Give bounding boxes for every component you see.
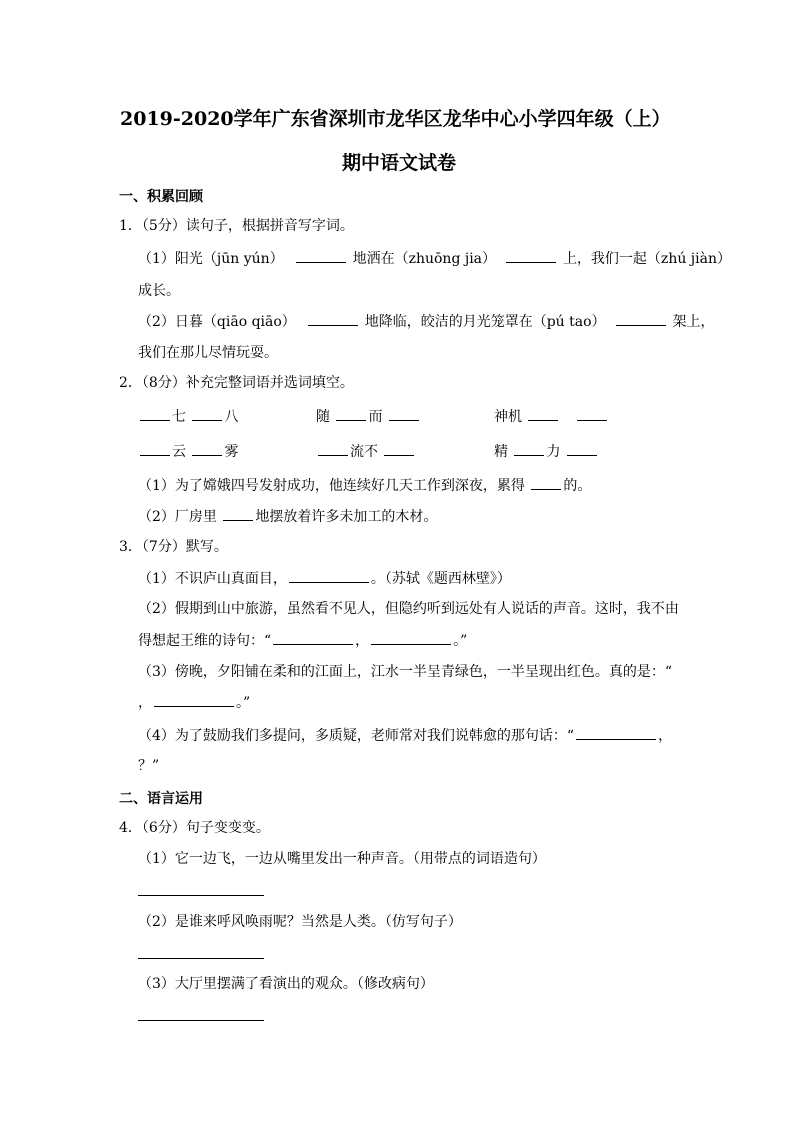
answer-blank[interactable] <box>528 406 558 421</box>
answer-blank[interactable] <box>192 441 222 456</box>
idiom-char: 八 <box>224 409 239 425</box>
answer-blank[interactable] <box>371 630 451 645</box>
answer-blank[interactable] <box>576 725 656 740</box>
idiom-1 <box>138 406 238 427</box>
answer-blank[interactable] <box>567 441 597 456</box>
question-2-header: 2．（8分）补充完整词语并选词填空。 <box>119 375 354 391</box>
question-1-part-1 <box>138 248 731 269</box>
idiom-char: 神机 <box>494 409 522 425</box>
q3-p3-text-b: ， <box>138 695 152 711</box>
answer-line[interactable] <box>138 958 264 959</box>
idiom-4 <box>138 441 238 462</box>
idiom-6 <box>494 441 599 462</box>
idiom-5 <box>316 441 416 462</box>
idiom-char: 精 <box>494 444 508 460</box>
q2-s1-text-b: 的。 <box>563 478 592 494</box>
q1-p1-text-c: 上，我们一起（zhú jiàn） <box>562 251 731 267</box>
question-1-part-2 <box>138 311 714 332</box>
answer-blank[interactable] <box>384 441 414 456</box>
answer-blank[interactable] <box>318 441 348 456</box>
q3-part-1 <box>138 568 511 589</box>
q2-sentence-2 <box>138 506 437 527</box>
section-heading-1: 一、积累回顾 <box>119 189 203 205</box>
q2-s2-text-b: 地摆放着许多未加工的木材。 <box>255 509 438 525</box>
q1-p2-text-b: 地降临，皎洁的月光笼罩在（pú tao） <box>364 314 606 330</box>
q1-p1-text-b: 地洒在（zhuōng jia） <box>352 251 497 267</box>
q3-p1-text-b: 。（苏轼《题西林壁》） <box>370 571 511 587</box>
idiom-char: 雾 <box>224 444 239 460</box>
answer-blank[interactable] <box>336 406 366 421</box>
idiom-char: 七 <box>172 409 186 425</box>
answer-blank[interactable] <box>289 568 369 583</box>
q3-p3-text-c: 。” <box>236 695 251 711</box>
q3-p2-text-c: ， <box>355 633 370 649</box>
q4-part-2: （2）是谁来呼风唤雨呢？当然是人类。（仿写句子） <box>138 914 462 930</box>
answer-blank[interactable] <box>506 248 556 263</box>
q1-p1-text-a: （1）阳光（jūn yún） <box>138 251 284 267</box>
idiom-char: 流不 <box>350 444 378 460</box>
q3-p2-text-d: 。” <box>453 633 468 649</box>
q3-p1-text-a: （1）不识庐山真面目， <box>138 571 287 587</box>
answer-blank[interactable] <box>154 692 234 707</box>
q3-p4-text-a: （4）为了鼓励我们多提问，多质疑，老师常对我们说韩愈的那句话：“ <box>138 728 575 744</box>
exam-title-line1: 2019-2020学年广东省深圳市龙华区龙华中心小学四年级（上） <box>120 108 671 130</box>
answer-blank[interactable] <box>140 406 170 421</box>
q3-part-3-line-2 <box>138 692 250 713</box>
q3-part-3-line-1: （3）傍晚，夕阳铺在柔和的江面上，江水一半呈青绿色，一半呈现出红色。真的是：“ <box>138 664 673 680</box>
answer-blank[interactable] <box>223 506 253 521</box>
q1-p1-text-d: 成长。 <box>138 283 180 299</box>
question-1-header: 1．（5分）读句子，根据拼音写字词。 <box>119 218 354 234</box>
q3-p2-text-b: 得想起王维的诗句：“ <box>138 633 272 649</box>
q3-part-4-line-1 <box>138 725 672 746</box>
idiom-char: 力 <box>546 444 561 460</box>
answer-line[interactable] <box>138 895 264 896</box>
idiom-2 <box>316 406 421 427</box>
idiom-char: 而 <box>368 409 383 425</box>
answer-line[interactable] <box>138 1020 264 1021</box>
answer-blank[interactable] <box>273 630 353 645</box>
q3-part-2-line-1: （2）假期到山中旅游，虽然看不见人，但隐约听到远处有人说话的声音。这时，我不由 <box>138 601 679 617</box>
idiom-char: 随 <box>316 409 330 425</box>
q4-part-1: （1）它一边飞，一边从嘴里发出一种声音。（用带点的词语造句） <box>138 851 546 867</box>
answer-blank[interactable] <box>514 441 544 456</box>
q2-sentence-1 <box>138 475 591 496</box>
question-3-header: 3．（7分）默写。 <box>119 539 228 555</box>
q3-part-4-line-2: ？” <box>138 758 160 774</box>
q3-p4-text-b: ， <box>658 728 673 744</box>
question-4-header: 4．（6分）句子变变变。 <box>119 820 270 836</box>
answer-blank[interactable] <box>140 441 170 456</box>
exam-title-line2: 期中语文试卷 <box>342 152 457 174</box>
q1-p2-text-c: 架上， <box>672 314 715 330</box>
q1-p2-text-a: （2）日暮（qiāo qiāo） <box>138 314 296 330</box>
answer-blank[interactable] <box>389 406 419 421</box>
q4-part-3: （3）大厅里摆满了看演出的观众。（修改病句） <box>138 976 434 992</box>
q1-p2-text-d: 我们在那儿尽情玩耍。 <box>138 345 278 361</box>
answer-blank[interactable] <box>296 248 346 263</box>
answer-blank[interactable] <box>577 406 607 421</box>
answer-blank[interactable] <box>616 311 666 326</box>
q2-s2-text-a: （2）厂房里 <box>138 509 217 525</box>
q3-part-2-line-2 <box>138 630 467 651</box>
answer-blank[interactable] <box>531 475 561 490</box>
idiom-3 <box>494 406 609 427</box>
q2-s1-text-a: （1）为了嫦娥四号发射成功，他连续好几天工作到深夜，累得 <box>138 478 525 494</box>
answer-blank[interactable] <box>308 311 358 326</box>
answer-blank[interactable] <box>192 406 222 421</box>
idiom-char: 云 <box>172 444 186 460</box>
section-heading-2: 二、语言运用 <box>119 791 203 807</box>
